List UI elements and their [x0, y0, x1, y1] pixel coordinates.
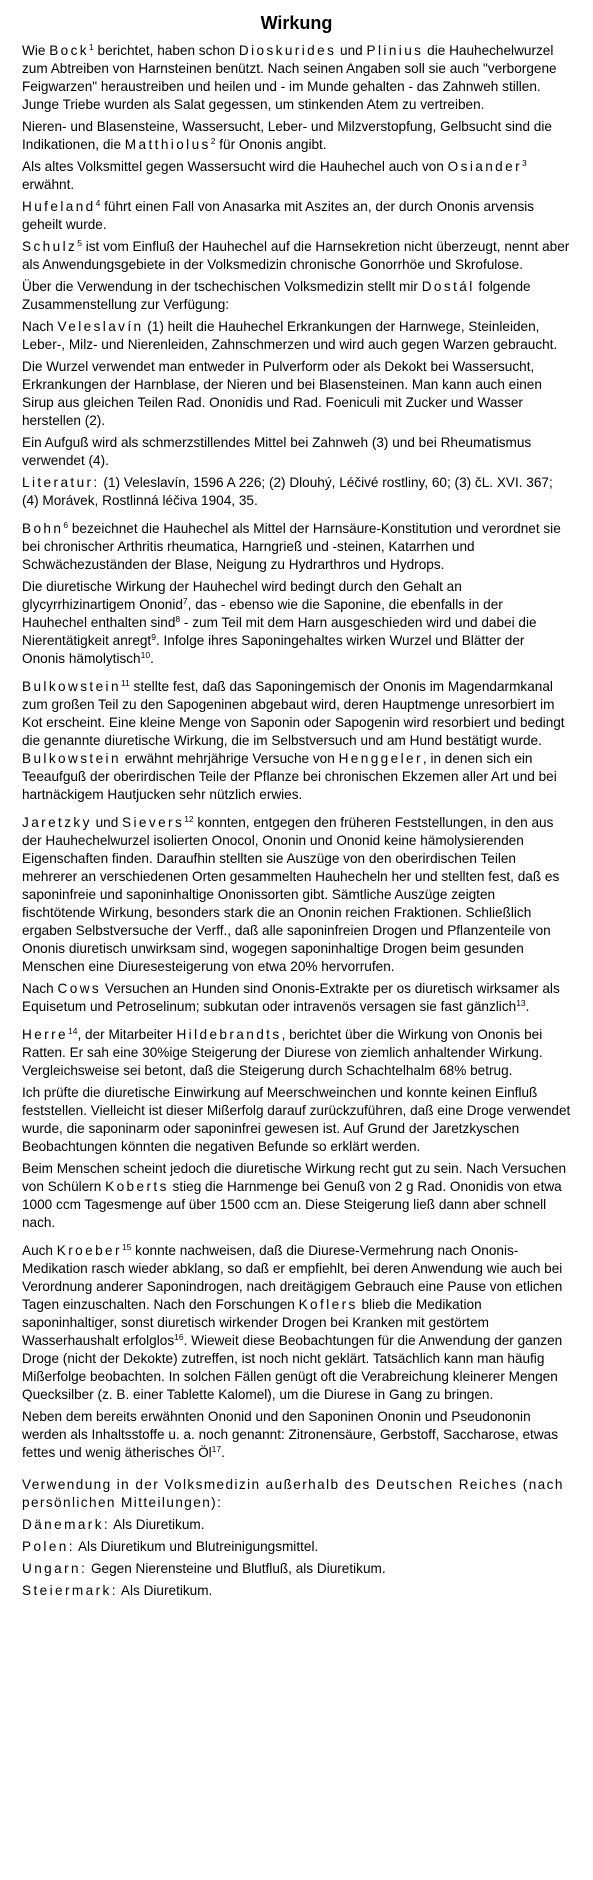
spaced-name: Osiander [447, 159, 523, 174]
text-run: folgende Zusammenstellung zur Verfügung: [22, 279, 531, 312]
footnote-ref: 4 [95, 198, 101, 208]
text-run: (1) Veleslavín, 1596 A 226; (2) Dlouhý, Léčivé rostliny, 60; (3) čL. XVI. 367; (4) Morávek, Rostlinná léčiva 1904, 35. [22, 475, 553, 508]
text-run: Über die Verwendung in der tschechischen Volksmedizin stellt mir [22, 279, 422, 294]
footnote-ref: 16 [174, 1332, 184, 1342]
spaced-name: Sievers [122, 815, 185, 830]
text-run: und [91, 815, 123, 830]
footnote-ref: 10 [140, 650, 151, 660]
spaced-name: Veleslavín [57, 319, 144, 334]
region-text: Als Diuretikum. [117, 1583, 213, 1598]
text-run: Beim Menschen scheint jedoch die diuretische Wirkung recht gut zu sein. Nach Versuchen von Schülern [22, 1161, 567, 1194]
spaced-name: Hildebrandts [176, 1027, 282, 1042]
text-run: erwähnt. [22, 177, 75, 192]
footnote-ref: 2 [210, 136, 216, 146]
region-text: Als Diuretikum. [110, 1517, 205, 1532]
text-run: blieb die Medikation saponinhaltiger, sonst diuretisch wirkender Drogen bei Kranken mit gestörtem Wasserhaushalt erfolglos [22, 1297, 489, 1348]
text-run: für Ononis angibt. [215, 137, 327, 152]
text-run: führt einen Fall von Anasarka mit Aszites an, der durch Ononis arvensis geheilt wurde. [22, 199, 535, 232]
spaced-name: Koberts [105, 1179, 169, 1194]
region-name: Steiermark: [22, 1583, 118, 1598]
text-run: . [525, 999, 530, 1014]
region-name: Polen: [22, 1539, 75, 1554]
spaced-name: Kroeber [56, 1243, 122, 1258]
spaced-name: Bulkowstein [22, 751, 121, 766]
paragraph [22, 1084, 571, 1156]
region-name: Ungarn: [22, 1561, 88, 1576]
spaced-name: Hufeland [22, 199, 96, 214]
spaced-name: Dostál [421, 279, 475, 294]
paragraph [22, 278, 571, 314]
text-run: , der Mitarbeiter [77, 1027, 177, 1042]
text-run: die Hauhechelwurzel zum Abtreiben von Harnsteinen benützt. Nach seinen Angaben soll sie auch "verborgene Feigwarzen" heraustreiben und heilen und - im Munde gehalten - das Zahnweh stillen. Junge Triebe wurden als Salat gegessen, um stinkenden Atem zu vertreiben. [22, 43, 557, 112]
text-run: berichtet, haben schon [93, 43, 239, 58]
paragraph [22, 814, 571, 976]
spaced-name: Schulz [22, 239, 78, 254]
footnote-ref: 8 [175, 614, 181, 624]
page-title: Wirkung [260, 13, 333, 33]
region-item [22, 1516, 571, 1534]
spaced-name: Plinius [366, 43, 424, 58]
paragraph [22, 1026, 571, 1080]
region-text: Als Diuretikum und Blutreinigungsmittel. [74, 1539, 319, 1554]
spaced-name: Bock [49, 43, 90, 58]
text-run: und [336, 43, 367, 58]
text-run: stellte fest, daß das Saponingemisch der Ononis im Magendarmkanal zum großen Teil zu den Sapogeninen abgebaut wird, deren Hauptmenge unresorbiert im Kot erscheint. Eine kleine Menge von Saponin oder Sapogenin wird resorbiert und bedingt die genannte diuretische Wirkung, die im Selbstversuch und am Hund bestätigt wurde. [22, 679, 565, 748]
text-run: Neben dem bereits erwähnten Ononid und den Saponinen Ononin und Pseudononin werden als Inhaltsstoffe u. a. noch genannt: Zitronensäure, Gerbstoff, Saccharose, etwas fettes und wenig ätherisches Öl [22, 1409, 559, 1460]
footnote-ref: 6 [63, 520, 69, 530]
spaced-name: Matthiolus [124, 137, 211, 152]
spaced-name: Herre [22, 1027, 68, 1042]
footnote-ref: 9 [151, 632, 156, 642]
paragraph [22, 980, 571, 1016]
text-run: Versuchen an Hunden sind Ononis-Extrakte per os diuretisch wirksamer als Equisetum und Petroselinum; subkutan oder intravenös versagen sie fast gänzlich [22, 981, 560, 1014]
spaced-name: Jaretzky [22, 815, 92, 830]
text-run: . [221, 1445, 225, 1460]
paragraph [22, 198, 571, 234]
footnote-ref: 3 [522, 158, 527, 168]
paragraph [22, 520, 571, 574]
text-run: erwähnt mehrjährige Versuche von [120, 751, 339, 766]
text-run: bezeichnet die Hauhechel als Mittel der Harnsäure-Konstitution und verordnet sie bei chronischer Arthritis rheumatica, Harngrieß und -steinen, Katarrhen und Schwächezuständen der Blase, Neigung zu Hydrarthros und Hydrops. [22, 521, 561, 572]
region-item [22, 1538, 571, 1556]
text-run: konnte nachweisen, daß die Diurese-Vermehrung nach Ononis-Medikation rasch wieder abklang, so daß er empfiehlt, bei deren Anwendung wie auch bei Verordnung anderer Saponindrogen, nach dreitägigem Gebrauch eine Pause von etlichen Tagen einzuschalten. Nach den Forschungen [22, 1243, 563, 1312]
spaced-name: Henggeler [338, 751, 423, 766]
text-run: Die Wurzel verwendet man entweder in Pulverform oder als Dekokt bei Wassersucht, Erkrankungen der Harnblase, der Nieren und bei Blasensteinen. Man kann auch einen Sirup aus gleichen Teilen Rad. Ononidis und Rad. Foeniculi mit Zucker und Wasser herstellen (2). [22, 359, 542, 428]
paragraph [22, 42, 571, 114]
text-run: Auch [22, 1243, 57, 1258]
text-run: , berichtet über die Wirkung von Ononis bei Ratten. Er sah eine 30%ige Steigerung der Diurese von ziemlich anhaltender Wirkung. Vergleichsweise sei betont, daß die Steigerung durch Schachtelhalm 68% betrug. [22, 1027, 543, 1078]
text-run: Ich prüfte die diuretische Einwirkung auf Meerschweinchen und konnte keinen Einfluß feststellen. Vielleicht ist dieser Mißerfolg darauf zurückzuführen, daß eine Droge verwendet wurde, die saponinarm oder saponinfrei gewesen ist. Auf Grund der Jaretzkyschen Beobachtungen könnten die negativen Befunde so erklärt werden. [22, 1085, 571, 1154]
footnote-ref: 13 [516, 998, 526, 1008]
footnote-ref: 7 [182, 596, 188, 606]
spaced-name: Bulkowstein [22, 679, 121, 694]
body-text [22, 42, 571, 1462]
footnote-ref: 5 [77, 238, 82, 248]
spaced-name: Koflers [298, 1297, 358, 1312]
text-run: Ein Aufguß wird als schmerzstillendes Mittel bei Zahnweh (3) und bei Rheumatismus verwendet (4). [22, 435, 532, 468]
footnote-ref: 15 [121, 1242, 132, 1252]
footnote-ref: 14 [68, 1026, 78, 1036]
text-run: (1) heilt die Hauhechel Erkrankungen der Harnwege, Steinleiden, Leber-, Milz- und Nierenleiden, Zahnschmerzen und wird auch gegen Warzen gebraucht. [22, 319, 558, 352]
region-item [22, 1582, 571, 1600]
text-run: stieg die Harnmenge bei Genuß von 2 g Rad. Ononidis von etwa 1000 ccm Tagesmenge auf über 1500 ccm an. Diese Steigerung ließ dann aber schnell nach. [22, 1179, 562, 1230]
text-run: Als altes Volksmittel gegen Wassersucht wird die Hauhechel auch von [22, 159, 448, 174]
text-run: - zum Teil mit dem Harn ausgeschieden wird und dabei die Nierentätigkeit anregt [22, 615, 537, 648]
paragraph [22, 118, 571, 154]
paragraph [22, 158, 571, 194]
paragraph [22, 1408, 571, 1462]
footnote-ref: 1 [89, 42, 94, 52]
paragraph [22, 238, 571, 274]
text-run: Nach [22, 319, 58, 334]
spaced-name: Literatur: [22, 475, 100, 490]
spaced-name: Dioskurides [238, 43, 337, 58]
paragraph [22, 1242, 571, 1404]
region-item [22, 1560, 571, 1578]
paragraph [22, 318, 571, 354]
text-run: . [150, 651, 154, 666]
text-run: . Wieweit diese Beobachtungen für die Anwendung der ganzen Droge (nicht der Dekokte) zutreffen, ist noch nicht geklärt. Tatsächlich kann man häufig Mißerfolge beobachten. In solchen Fällen genügt oft die Verabreichung kleinerer Mengen Quecksilber (z. B. einer Tablette Kalomel), um die Diurese in Gang zu bringen. [22, 1333, 563, 1402]
volksmedizin-heading: Verwendung in der Volksmedizin außerhalb des Deutschen Reiches (nach persönlichen Mitteilungen): [22, 1477, 564, 1510]
text-run: konnten, entgegen den früheren Feststellungen, in den aus der Hauhechelwurzel isolierten Onocol, Ononin und Ononid keine hämolysierenden Eigenschaften finden. Daraufhin stellten sie Auszüge von den oberirdischen Teilen mehrerer an verschiedenen Orten gesammelten Hauhecheln her und stellten fest, daß es saponinfreie und saponinhaltige Ononissorten gibt. Sämtliche Auszüge zeigten fischtötende Wirkung, besonders stark die an Ononin reichen Fraktionen. Schließlich ergaben Selbstversuche der Verff., daß alle saponinfreien Drogen und Pflanzenteile von Ononis diuretisch unwirksam sind, wogegen saponinhaltige Drogen beim gesunden Menschen eine Diuresesteigerung von etwa 20% hervorrufen. [22, 815, 560, 974]
spaced-name: Bohn [22, 521, 64, 536]
footnote-ref: 12 [184, 814, 194, 824]
text-run: . Infolge ihres Saponingehaltes wirken Wurzel und Blätter der Ononis hämolytisch [22, 633, 525, 666]
text-run: Wie [22, 43, 50, 58]
paragraph [22, 434, 571, 470]
footnote-ref: 17 [211, 1444, 222, 1454]
spaced-name: Cows [57, 981, 102, 996]
text-run: Nach [22, 981, 58, 996]
paragraph [22, 678, 571, 804]
region-name: Dänemark: [22, 1517, 111, 1532]
text-run: , in denen sich ein Teeaufguß der oberirdischen Teile der Pflanze bei chronischen Ekzemen aller Art und bei hartnäckigem Hautjucken sehr nützlich erwies. [22, 751, 557, 802]
text-run: ist vom Einfluß der Hauhechel auf die Harnsekretion nicht überzeugt, nennt aber als Anwendungsgebiete in der Volksmedizin chronische Gonorrhöe und Skrofulose. [22, 239, 570, 272]
text-run: Die diuretische Wirkung der Hauhechel wird bedingt durch den Gehalt an glycyrrhizinartigem Ononid [22, 579, 462, 612]
region-text: Gegen Nierensteine und Blutfluß, als Diuretikum. [87, 1561, 386, 1576]
text-run: , das - ebenso wie die Saponine, die ebenfalls in der Hauhechel enthalten sind [22, 597, 503, 630]
paragraph [22, 1160, 571, 1232]
paragraph [22, 578, 571, 668]
region-list [22, 1516, 571, 1600]
paragraph [22, 474, 571, 510]
footnote-ref: 11 [120, 678, 130, 688]
paragraph [22, 358, 571, 430]
text-run: Nieren- und Blasensteine, Wassersucht, Leber- und Milzverstopfung, Gelbsucht sind die Indikationen, die [22, 119, 552, 152]
